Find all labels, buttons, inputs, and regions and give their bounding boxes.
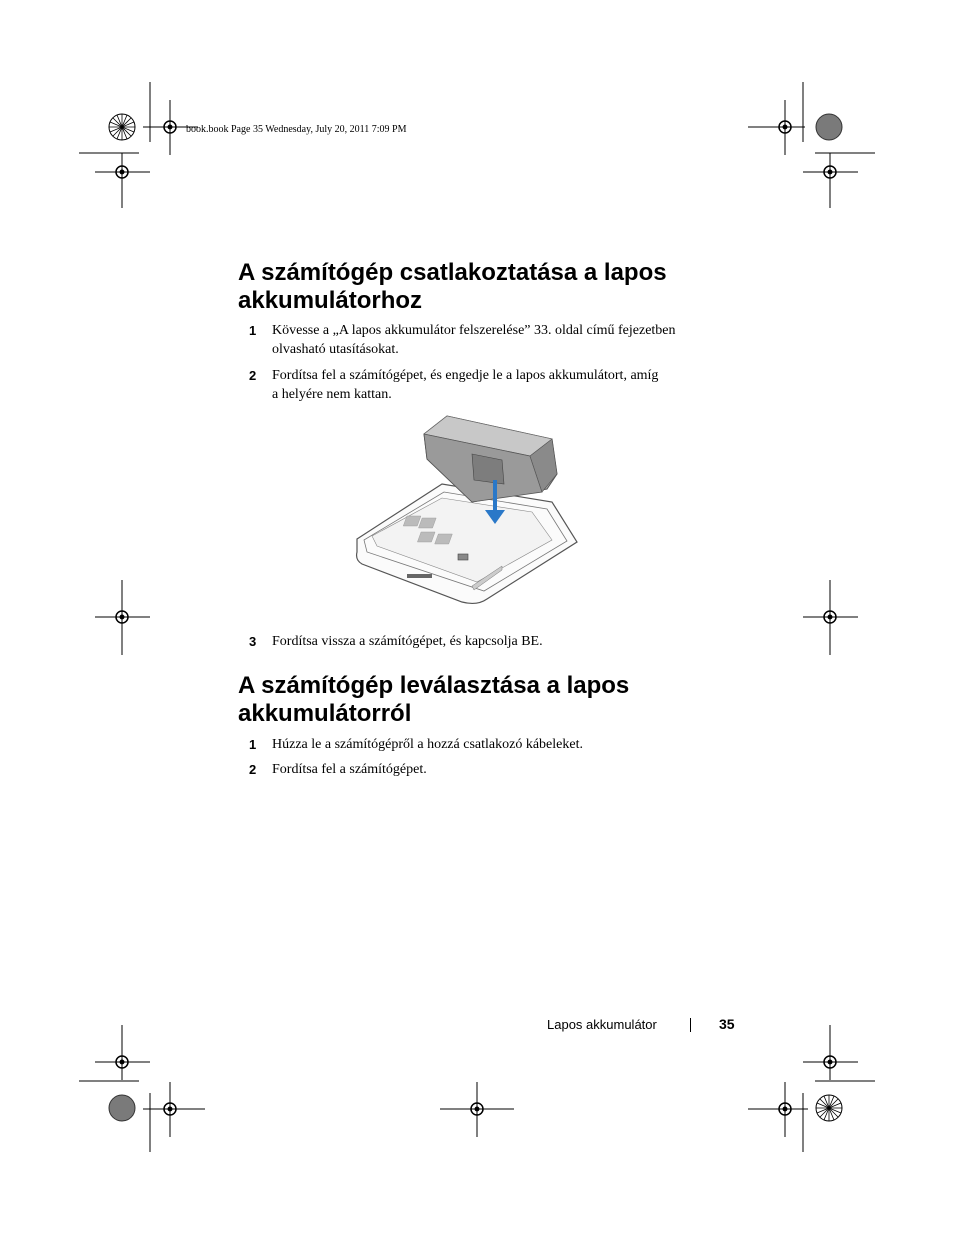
section-heading-connect bbox=[238, 259, 667, 315]
step-text bbox=[272, 366, 732, 404]
step-number: 2 bbox=[249, 368, 257, 383]
heading-line: A számítógép leválasztása a lapos bbox=[238, 672, 630, 699]
footer-separator bbox=[690, 1018, 691, 1032]
step-number: 2 bbox=[249, 762, 257, 777]
step-text bbox=[272, 321, 732, 359]
step-line: Fordítsa fel a számítógépet, és engedje le a lapos akkumulátort, amíg bbox=[272, 368, 659, 383]
heading-line: akkumulátorról bbox=[238, 700, 412, 727]
battery-attach-illustration bbox=[352, 414, 582, 616]
step-number: 1 bbox=[249, 737, 257, 752]
step-line: a helyére nem kattan. bbox=[272, 387, 392, 402]
step-line: olvasható utasításokat. bbox=[272, 342, 399, 357]
section-heading-disconnect bbox=[238, 672, 629, 728]
page-number: 35 bbox=[719, 1016, 735, 1032]
heading-line: A számítógép csatlakoztatása a lapos bbox=[238, 259, 667, 286]
step-text: Fordítsa vissza a számítógépet, és kapcsolja BE. bbox=[272, 634, 543, 649]
step-number: 1 bbox=[249, 323, 257, 338]
footer-chapter-title: Lapos akkumulátor bbox=[547, 1017, 657, 1032]
step-number: 3 bbox=[249, 634, 257, 649]
step-line: Kövesse a „A lapos akkumulátor felszerelése” 33. oldal című fejezetben bbox=[272, 323, 676, 338]
step-text: Fordítsa fel a számítógépet. bbox=[272, 762, 427, 777]
step-text: Húzza le a számítógépről a hozzá csatlakozó kábeleket. bbox=[272, 737, 583, 752]
print-slug: book.book Page 35 Wednesday, July 20, 2011 7:09 PM bbox=[186, 124, 407, 135]
heading-line: akkumulátorhoz bbox=[238, 287, 423, 314]
